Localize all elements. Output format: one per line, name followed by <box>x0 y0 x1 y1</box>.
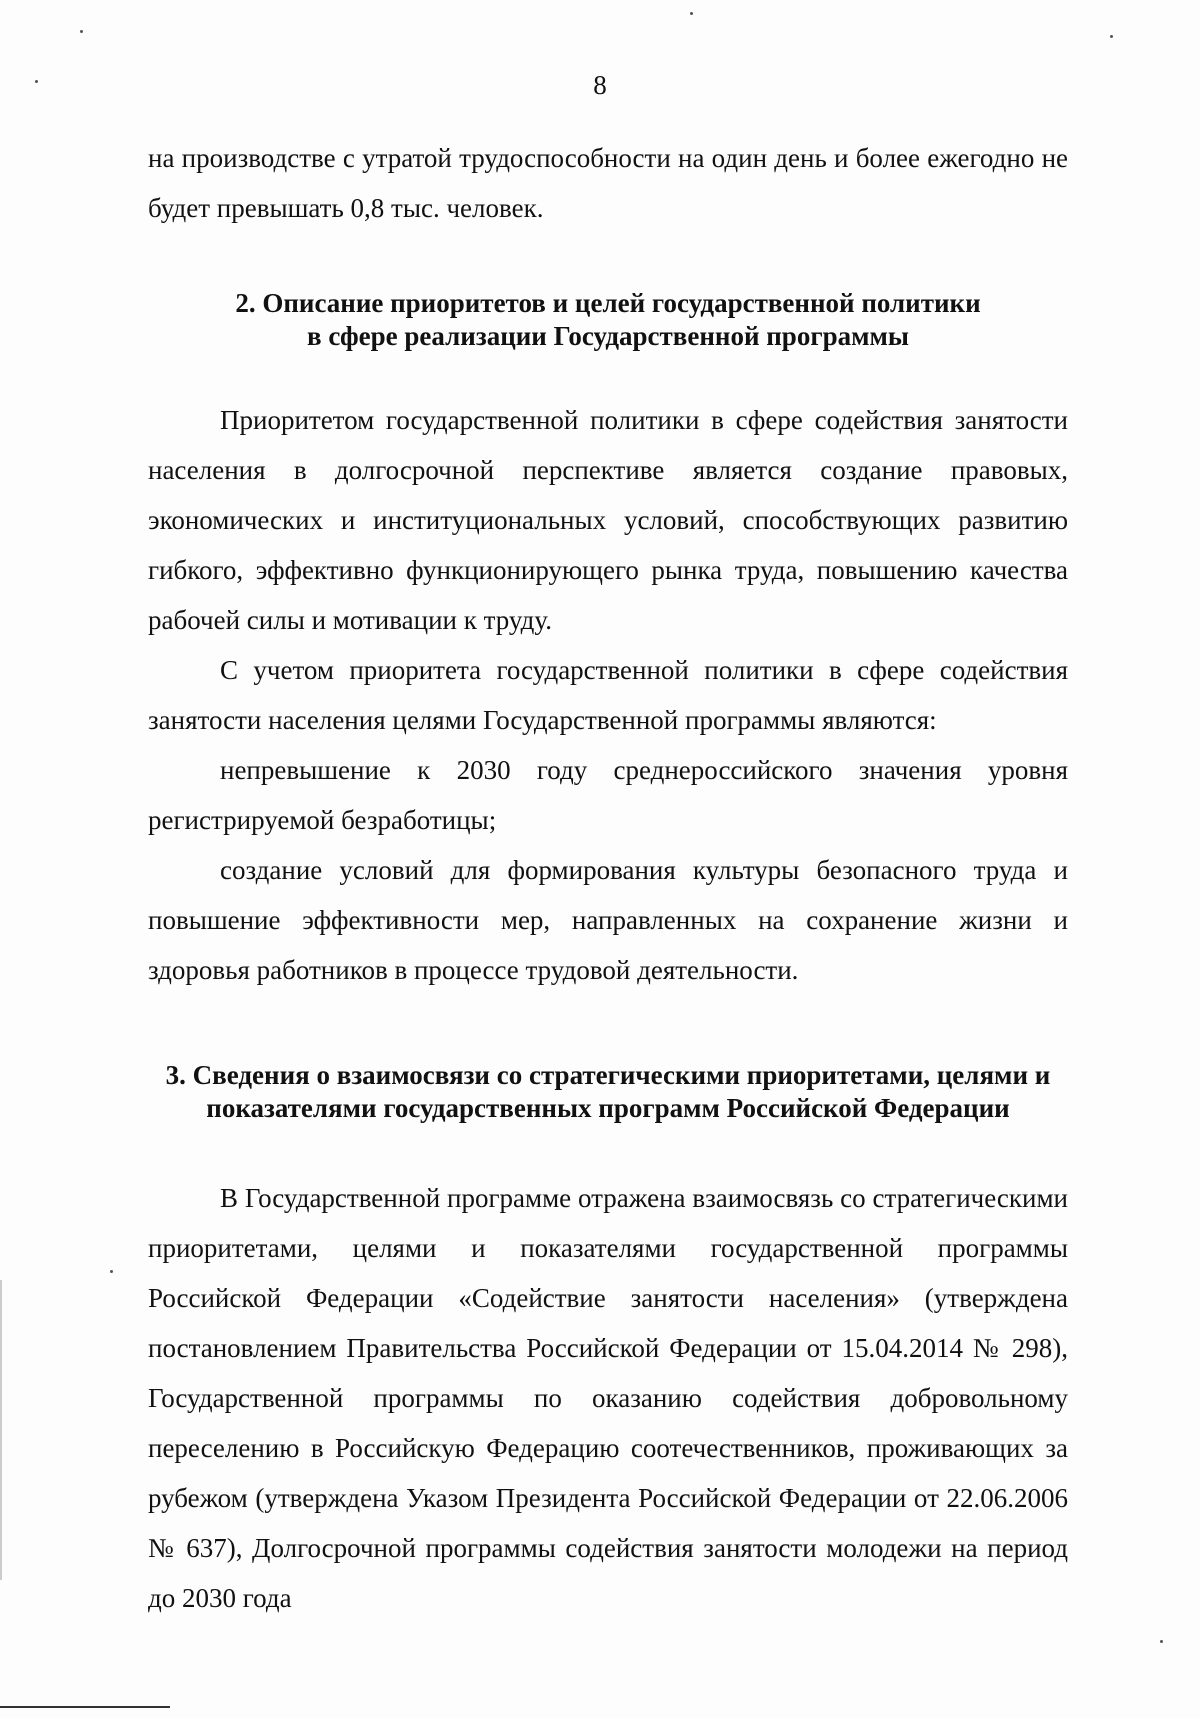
section-2-heading <box>148 287 1068 353</box>
scan-speck <box>80 30 83 33</box>
intro-paragraph: на производстве с утратой трудоспособности на один день и более ежегодно не будет превышать 0,8 тыс. человек. <box>148 143 1068 223</box>
section-3-paragraph-1: В Государственной программе отражена взаимосвязь со стратегическими приоритетами, целями и показателями государственной программы Российской Федерации «Содействие занятости населения» (утверждена постановлением Правительства Российской Федерации от 15.04.2014 № 298), Государственной программы по оказанию содействия добровольному переселению в Российскую Федерацию соотечественников, проживающих за рубежом (утверждена Указом Президента Российской Федерации от 22.06.2006 № 637), Долгосрочной программы содействия занятости молодежи на период до 2030 года <box>148 1183 1068 1613</box>
section-2-paragraph-3: непревышение к 2030 году среднероссийского значения уровня регистрируемой безработицы; <box>148 755 1068 835</box>
section-2-paragraph-1: Приоритетом государственной политики в сфере содействия занятости населения в долгосрочной перспективе является создание правовых, экономических и институциональных условий, способствующих развитию гибкого, эффективно функционирующего рынка труда, повышению качества рабочей силы и мотивации к труду. <box>148 405 1068 635</box>
section-2-paragraph-4: создание условий для формирования культуры безопасного труда и повышение эффективности мер, направленных на сохранение жизни и здоровья работников в процессе трудовой деятельности. <box>148 855 1068 985</box>
scan-edge-line <box>0 1706 170 1708</box>
scan-speck <box>110 1270 113 1273</box>
section-2-heading-line-1: 2. Описание приоритетов и целей государственной политики <box>235 288 981 318</box>
section-2-heading-line-2: в сфере реализации Государственной программы <box>307 321 909 351</box>
section-3-heading <box>148 1059 1068 1125</box>
scan-speck <box>1160 1640 1163 1643</box>
section-3-heading-line-2: показателями государственных программ Российской Федерации <box>206 1093 1010 1123</box>
scan-edge-line <box>0 1280 2 1580</box>
section-3-heading-line-1: 3. Сведения о взаимосвязи со стратегическими приоритетами, целями и <box>165 1060 1051 1090</box>
page-number: 8 <box>593 70 607 100</box>
scan-speck <box>1110 35 1113 38</box>
scan-speck <box>35 80 38 83</box>
section-2-paragraph-2: С учетом приоритета государственной политики в сфере содействия занятости населения целями Государственной программы являются: <box>148 655 1068 735</box>
document-body <box>148 133 1068 1623</box>
scan-speck <box>690 12 693 15</box>
